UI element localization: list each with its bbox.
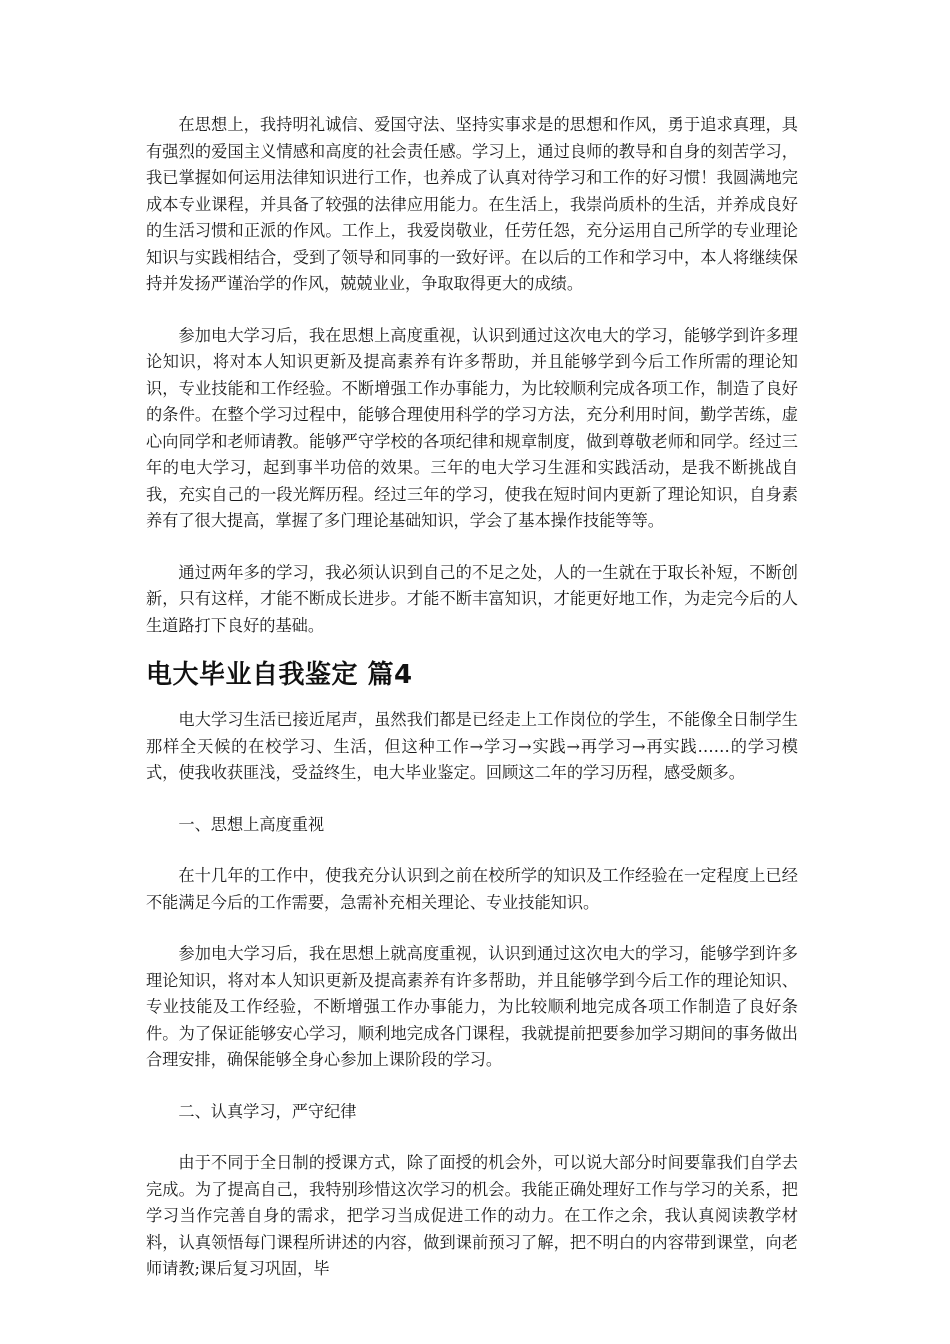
subsection-title-2: 二、认真学习，严守纪律 — [178, 1101, 357, 1121]
paragraph-gap — [146, 787, 798, 812]
paragraph-ideology: 在思想上，我持明礼诚信、爱国守法、坚持实事求是的思想和作风，勇于追求真理，具有强烈的爱国主义情感和高度的社会责任感。学习上，通过良师的教导和自身的刻苦学习，我已掌握如何运用法律知识进行工作，也养成了认真对待学习和工作的好习惯！我圆满地完成本专业课程，并具备了较强的法律应用能力。在生活上，我崇尚质朴的生活，并养成良好的生活习惯和正派的作风。工作上，我爱岗敬业，任劳任怨，充分运用自己所学的专业理论知识与实践相结合，受到了领导和同事的一致好评。在以后的工作和学习中，本人将继续保持并发扬严谨治学的作风，兢兢业业，争取取得更大的成绩。 — [146, 115, 798, 293]
paragraph-gap — [146, 838, 798, 863]
paragraph-gap — [146, 1074, 798, 1099]
paragraph-gap — [146, 298, 798, 323]
paragraph-section1-2: 参加电大学习后，我在思想上就高度重视，认识到通过这次电大的学习，能够学到许多理论知识，将对本人知识更新及提高素养有许多帮助，并且能够学到今后工作的理论知识、专业技能及工作经验，不断增强工作办事能力，为比较顺利地完成各项工作制造了良好条件。为了保证能够安心学习，顺利地完成各门课程，我就提前把要参加学习期间的事务做出合理安排，确保能够全身心参加上课阶段的学习。 — [146, 944, 798, 1069]
paragraph-gap — [146, 916, 798, 941]
section-heading: 电大毕业自我鉴定 篇4 — [146, 660, 413, 690]
paragraph-conclusion: 通过两年多的学习，我必须认识到自己的不足之处，人的一生就在于取长补短，不断创新，只有这样，才能不断成长进步。才能不断丰富知识，才能更好地工作，为走完今后的人生道路打下良好的基础。 — [146, 562, 798, 635]
paragraph-study: 参加电大学习后，我在思想上高度重视，认识到通过这次电大的学习，能够学到许多理论知识，将对本人知识更新及提高素养有许多帮助，并且能够学到今后工作所需的理论知识，专业技能和工作经验。不断增强工作办事能力，为比较顺利完成各项工作，制造了良好的条件。在整个学习过程中，能够合理使用科学的学习方法，充分利用时间，勤学苦练，虚心向同学和老师请教。能够严守学校的各项纪律和规章制度，做到尊敬老师和同学。经过三年的电大学习，起到事半功倍的效果。三年的电大学习生涯和实践活动，是我不断挑战自我，充实自己的一段光辉历程。经过三年的学习，使我在短时间内更新了理论知识，自身素养有了很大提高，掌握了多门理论基础知识，学会了基本操作技能等等。 — [146, 325, 798, 530]
paragraph-intro: 电大学习生活已接近尾声，虽然我们都是已经走上工作岗位的学生，不能像全日制学生那样全天候的在校学习、生活，但这种工作→学习→实践→再学习→再实践……的学习模式，使我收获匪浅，受益终生，电大毕业鉴定。回顾这二年的学习历程，感受颇多。 — [146, 710, 798, 782]
paragraph-gap — [146, 535, 798, 560]
paragraph-section1-1: 在十几年的工作中，使我充分认识到之前在校所学的知识及工作经验在一定程度上已经不能满足今后的工作需要，急需补充相关理论、专业技能知识。 — [146, 866, 798, 912]
paragraph-gap — [146, 1125, 798, 1150]
subsection-title-1: 一、思想上高度重视 — [178, 814, 325, 834]
paragraph-section2-1: 由于不同于全日制的授课方式，除了面授的机会外，可以说大部分时间要靠我们自学去完成。为了提高自己，我特别珍惜这次学习的机会。我能正确处理好工作与学习的关系，把学习当作完善自身的需求，把学习当成促进工作的动力。在工作之余，我认真阅读教学材料，认真领悟每门课程所讲述的内容，做到课前预习了解，把不明白的内容带到课堂，向老师请教;课后复习巩固，毕 — [146, 1153, 798, 1278]
document-page — [146, 112, 798, 1283]
